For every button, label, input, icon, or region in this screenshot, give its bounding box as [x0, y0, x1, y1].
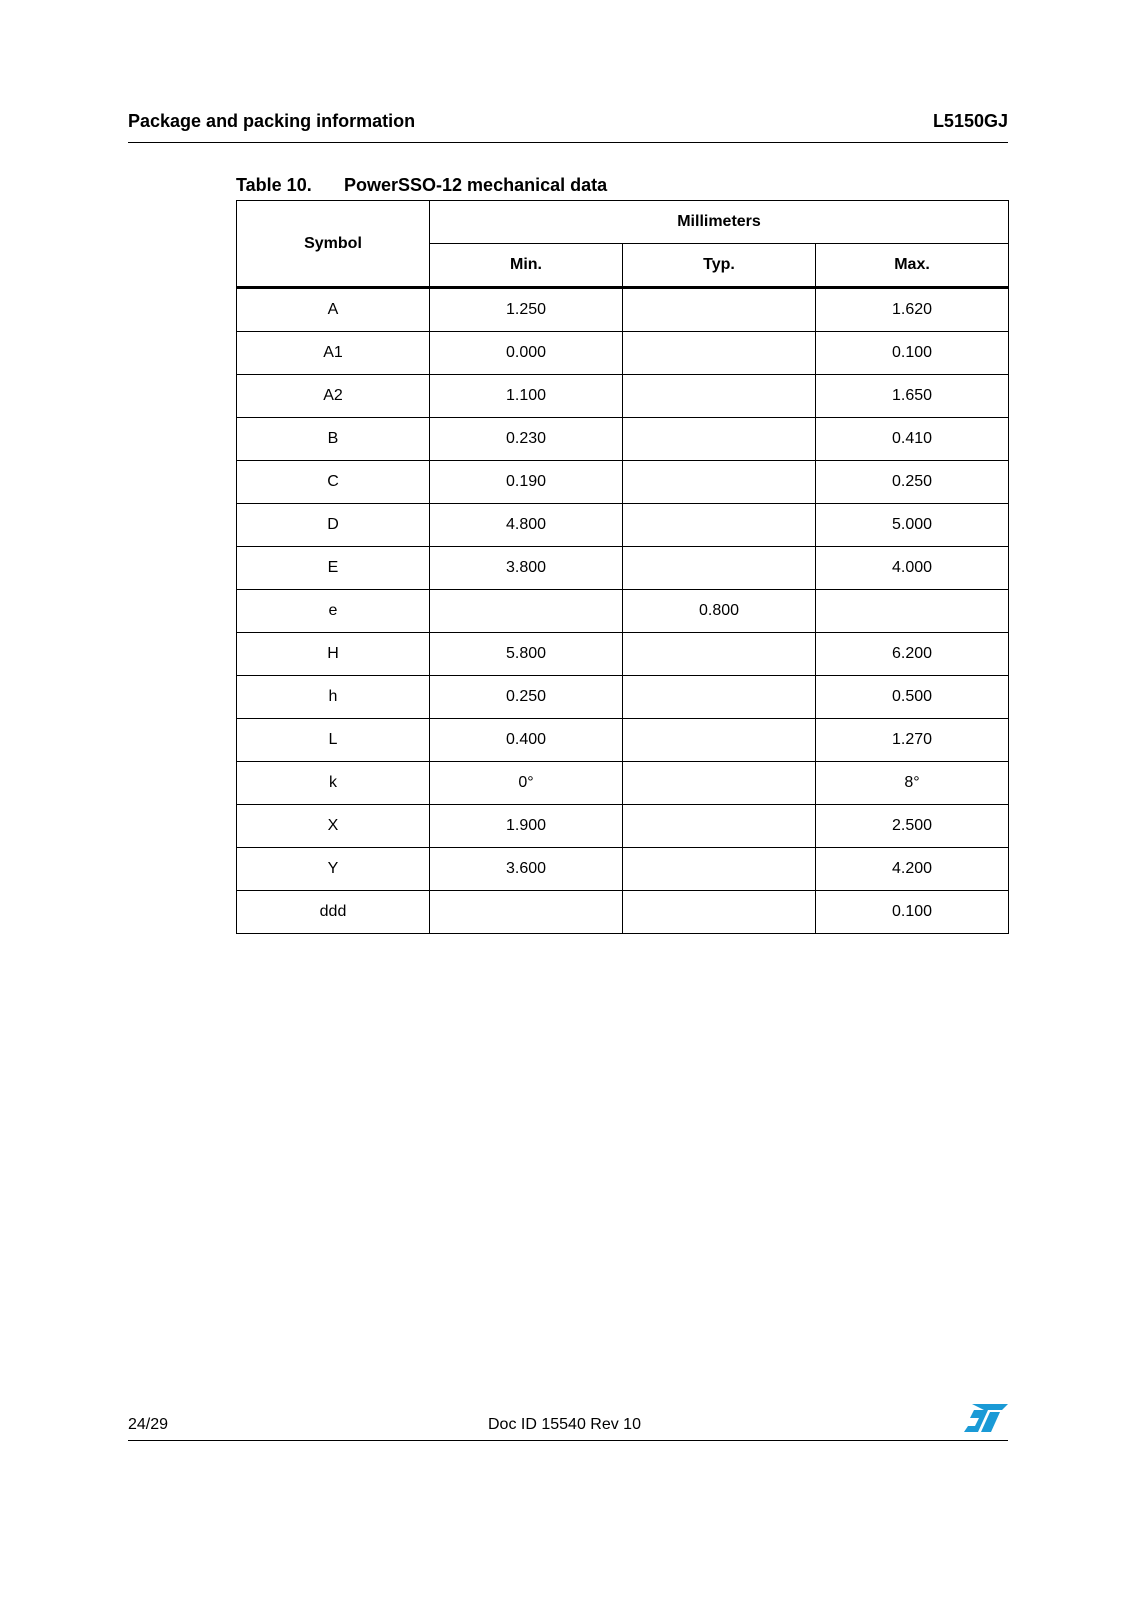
table-row — [237, 375, 1009, 418]
table-number: Table 10. — [236, 175, 312, 195]
symbol-cell: C — [237, 461, 430, 504]
mechanical-data-table — [236, 200, 1009, 934]
symbol-cell: A2 — [237, 375, 430, 418]
table-row — [237, 891, 1009, 934]
max-cell: 8° — [816, 762, 1009, 805]
symbol-cell: h — [237, 676, 430, 719]
typ-cell — [623, 633, 816, 676]
min-cell: 5.800 — [430, 633, 623, 676]
table-row — [237, 762, 1009, 805]
typ-cell — [623, 461, 816, 504]
max-cell: 0.500 — [816, 676, 1009, 719]
symbol-cell: A1 — [237, 332, 430, 375]
max-cell: 1.650 — [816, 375, 1009, 418]
min-cell — [430, 590, 623, 633]
table-row — [237, 461, 1009, 504]
symbol-cell: L — [237, 719, 430, 762]
max-cell: 4.000 — [816, 547, 1009, 590]
max-cell: 6.200 — [816, 633, 1009, 676]
min-cell: 0.230 — [430, 418, 623, 461]
max-cell: 1.270 — [816, 719, 1009, 762]
symbol-cell: D — [237, 504, 430, 547]
section-title: Package and packing information — [128, 111, 416, 131]
table-title: PowerSSO-12 mechanical data — [344, 175, 608, 195]
max-cell: 0.100 — [816, 332, 1009, 375]
max-cell: 2.500 — [816, 805, 1009, 848]
max-cell — [816, 590, 1009, 633]
symbol-cell: e — [237, 590, 430, 633]
table-body — [237, 288, 1009, 934]
max-cell: 1.620 — [816, 288, 1009, 332]
max-cell: 0.250 — [816, 461, 1009, 504]
max-cell: 0.100 — [816, 891, 1009, 934]
min-cell: 1.250 — [430, 288, 623, 332]
part-number: L5150GJ — [932, 111, 1008, 131]
table-row — [237, 547, 1009, 590]
typ-header: Typ. — [623, 244, 816, 288]
symbol-cell: A — [237, 288, 430, 332]
min-cell: 3.800 — [430, 547, 623, 590]
table-row — [237, 719, 1009, 762]
min-cell: 0.190 — [430, 461, 623, 504]
max-cell: 0.410 — [816, 418, 1009, 461]
typ-cell — [623, 719, 816, 762]
symbol-header: Symbol — [237, 201, 430, 288]
table-row — [237, 633, 1009, 676]
table-row — [237, 805, 1009, 848]
typ-cell — [623, 288, 816, 332]
typ-cell — [623, 891, 816, 934]
page-footer — [128, 1410, 1008, 1441]
typ-cell — [623, 762, 816, 805]
typ-cell — [623, 848, 816, 891]
symbol-cell: H — [237, 633, 430, 676]
typ-cell — [623, 332, 816, 375]
table-row — [237, 504, 1009, 547]
max-header: Max. — [816, 244, 1009, 288]
symbol-cell: k — [237, 762, 430, 805]
min-cell: 0.250 — [430, 676, 623, 719]
table-row — [237, 332, 1009, 375]
typ-cell — [623, 504, 816, 547]
min-cell: 0.000 — [430, 332, 623, 375]
st-logo-icon — [964, 1402, 1008, 1434]
typ-cell: 0.800 — [623, 590, 816, 633]
page-header — [128, 108, 1008, 143]
symbol-cell: Y — [237, 848, 430, 891]
typ-cell — [623, 547, 816, 590]
table-row — [237, 288, 1009, 332]
typ-cell — [623, 676, 816, 719]
page-number: 24/29 — [128, 1416, 169, 1433]
symbol-cell: X — [237, 805, 430, 848]
max-cell: 5.000 — [816, 504, 1009, 547]
table-row — [237, 418, 1009, 461]
table-caption — [236, 175, 607, 196]
min-cell: 4.800 — [430, 504, 623, 547]
millimeters-header: Millimeters — [430, 201, 1009, 244]
min-cell: 0° — [430, 762, 623, 805]
min-cell — [430, 891, 623, 934]
symbol-cell: ddd — [237, 891, 430, 934]
typ-cell — [623, 375, 816, 418]
max-cell: 4.200 — [816, 848, 1009, 891]
min-header: Min. — [430, 244, 623, 288]
symbol-cell: B — [237, 418, 430, 461]
typ-cell — [623, 805, 816, 848]
table-row — [237, 848, 1009, 891]
min-cell: 0.400 — [430, 719, 623, 762]
table-row — [237, 676, 1009, 719]
min-cell: 3.600 — [430, 848, 623, 891]
min-cell: 1.100 — [430, 375, 623, 418]
typ-cell — [623, 418, 816, 461]
table-row — [237, 590, 1009, 633]
min-cell: 1.900 — [430, 805, 623, 848]
symbol-cell: E — [237, 547, 430, 590]
doc-id: Doc ID 15540 Rev 10 — [488, 1416, 641, 1433]
